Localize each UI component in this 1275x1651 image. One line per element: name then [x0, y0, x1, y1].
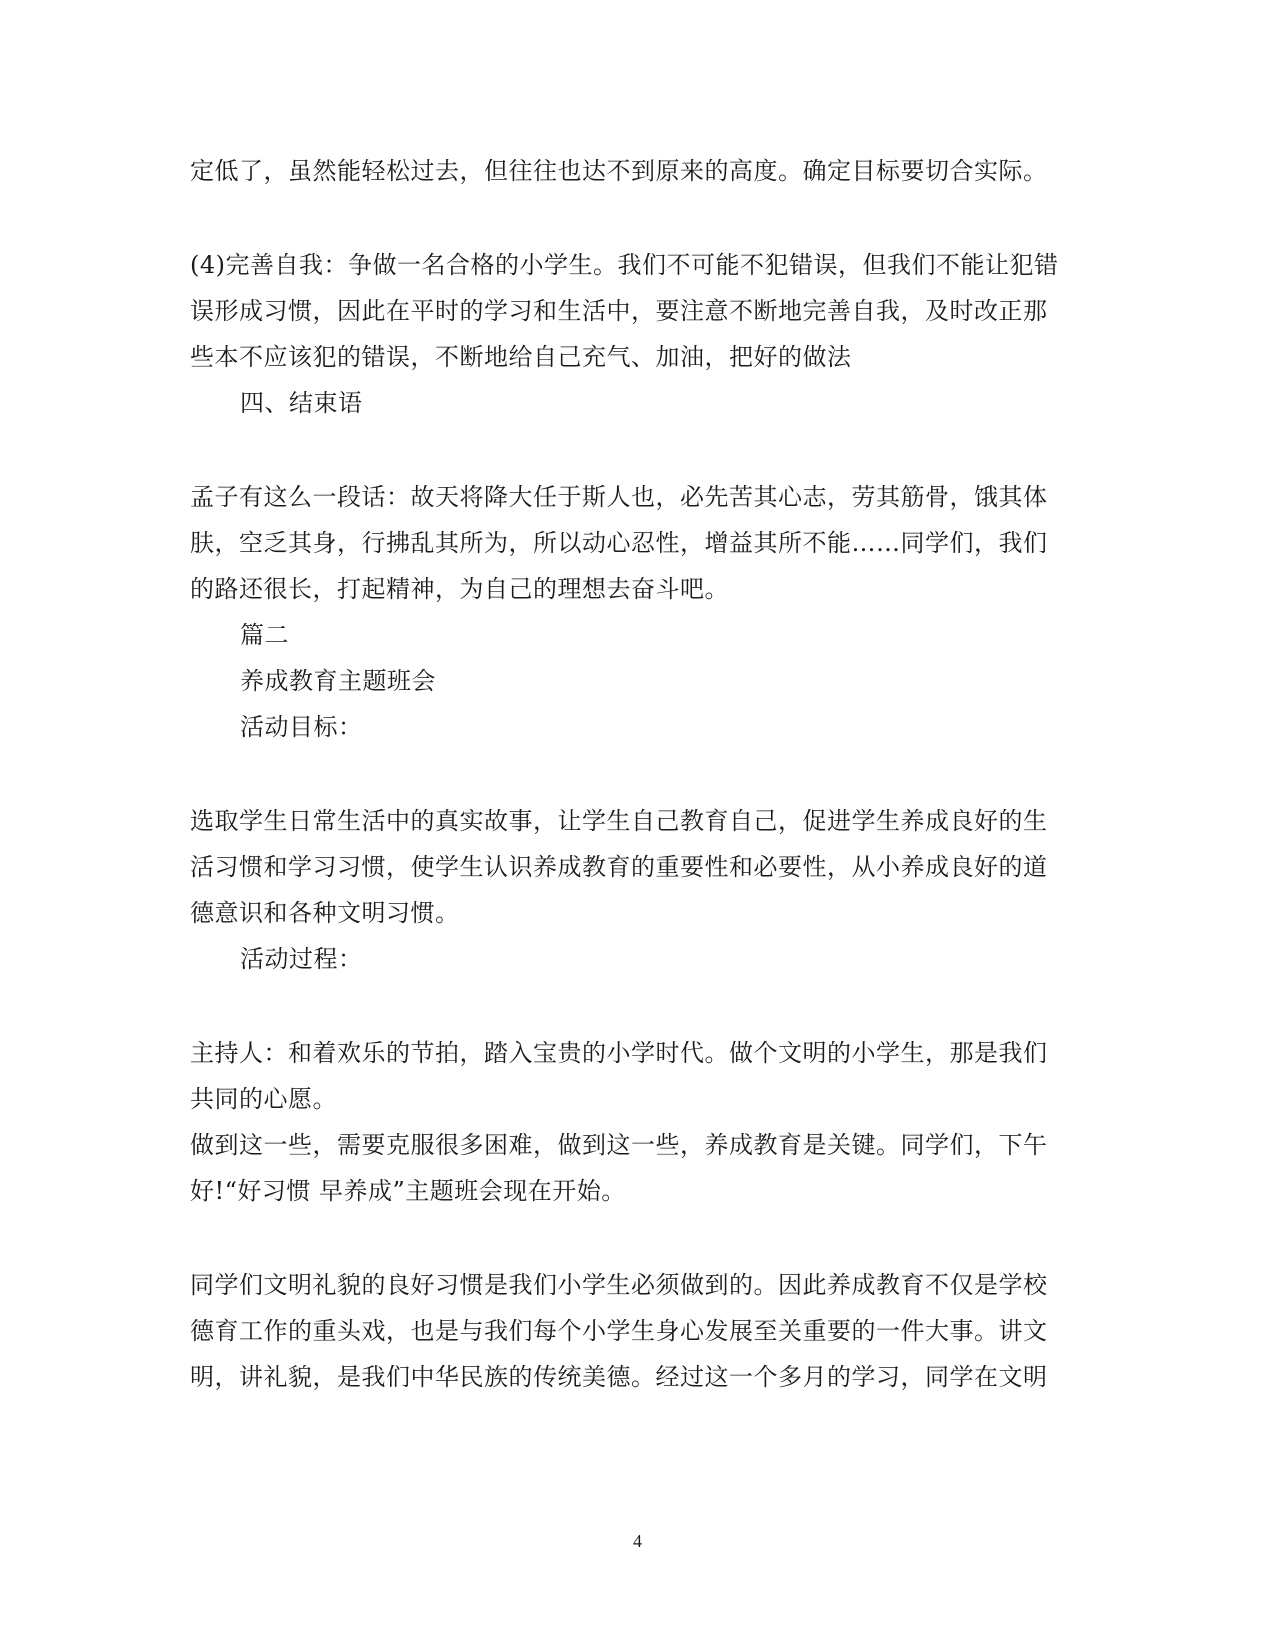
text-line: 共同的心愿。	[190, 1085, 337, 1113]
text-line: 误形成习惯，因此在平时的学习和生活中，要注意不断地完善自我，及时改正那	[190, 297, 1048, 325]
text-line: 好!“好习惯 早养成”主题班会现在开始。	[190, 1177, 626, 1205]
text-line: 明，讲礼貌，是我们中华民族的传统美德。经过这一个多月的学习，同学在文明	[190, 1363, 1048, 1391]
text-line: 孟子有这么一段话：故天将降大任于斯人也，必先苦其心志，劳其筋骨，饿其体	[190, 483, 1048, 511]
text-line: 德育工作的重头戏，也是与我们每个小学生身心发展至关重要的一件大事。讲文	[190, 1317, 1048, 1345]
section-title: 养成教育主题班会	[240, 667, 436, 695]
text-line: 的路还很长，打起精神，为自己的理想去奋斗吧。	[190, 575, 729, 603]
text-line: 定低了，虽然能轻松过去，但往往也达不到原来的高度。确定目标要切合实际。	[190, 157, 1048, 185]
text-line: 主持人：和着欢乐的节拍，踏入宝贵的小学时代。做个文明的小学生，那是我们	[190, 1039, 1048, 1067]
page-number: 4	[633, 1531, 642, 1551]
section-heading: 篇二	[240, 621, 289, 649]
section-heading: 活动目标：	[240, 713, 363, 741]
text-line: (4)完善自我：争做一名合格的小学生。我们不可能不犯错误，但我们不能让犯错	[190, 251, 1059, 279]
section-heading: 四、结束语	[240, 389, 363, 417]
text-line: 活习惯和学习习惯，使学生认识养成教育的重要性和必要性，从小养成良好的道	[190, 853, 1048, 881]
section-heading: 活动过程：	[240, 945, 363, 973]
text-line: 同学们文明礼貌的良好习惯是我们小学生必须做到的。因此养成教育不仅是学校	[190, 1271, 1048, 1299]
text-line: 选取学生日常生活中的真实故事，让学生自己教育自己，促进学生养成良好的生	[190, 807, 1048, 835]
text-line: 些本不应该犯的错误，不断地给自己充气、加油，把好的做法	[190, 343, 852, 371]
text-line: 做到这一些，需要克服很多困难，做到这一些，养成教育是关键。同学们，下午	[190, 1131, 1048, 1159]
text-line: 德意识和各种文明习惯。	[190, 899, 460, 927]
text-line: 肤，空乏其身，行拂乱其所为，所以动心忍性，增益其所不能……同学们，我们	[190, 529, 1048, 557]
